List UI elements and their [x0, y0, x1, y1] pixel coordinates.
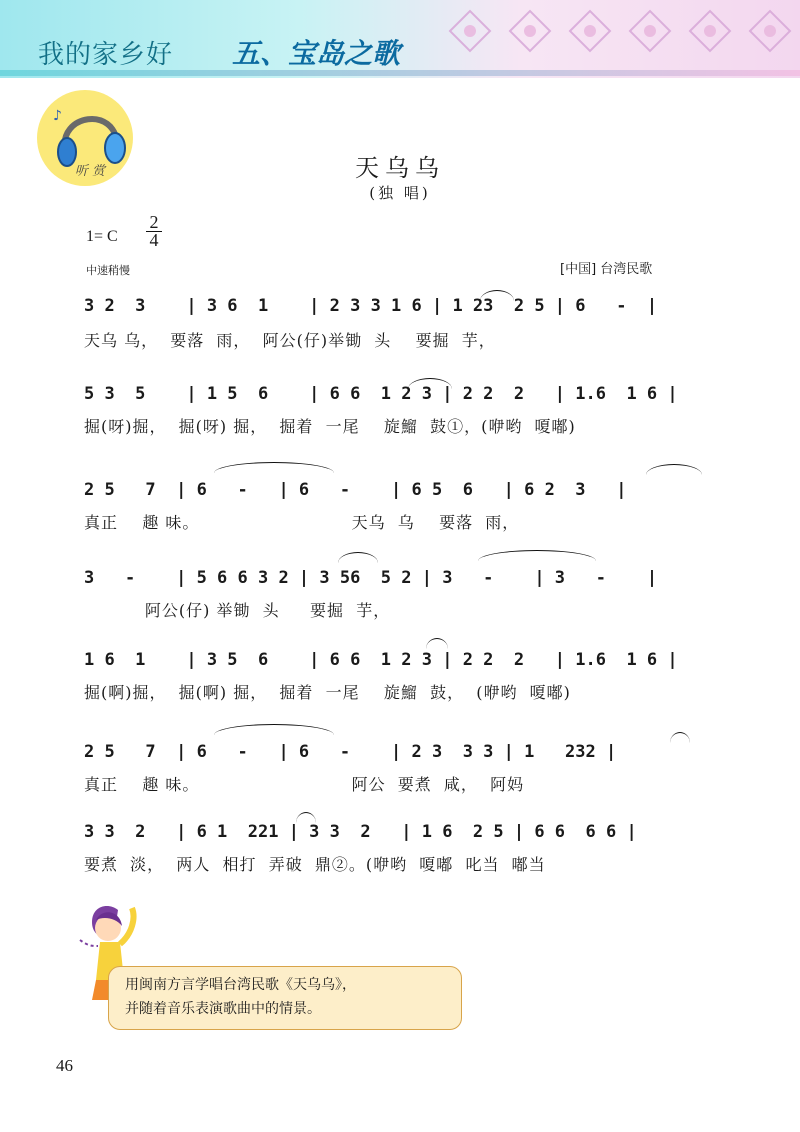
- svg-text:♪: ♪: [53, 108, 62, 124]
- slur: [214, 462, 334, 473]
- lyrics-row-2: 掘(呀)掘， 掘(呀) 掘， 掘着 一尾 旋鰡 鼓①，(咿哟 嗄嘟): [84, 417, 576, 436]
- slur: [338, 552, 378, 563]
- lyrics-row-3: 真正 趣 味。 天乌 乌 要落 雨，: [84, 513, 520, 532]
- lesson-title: 五、宝岛之歌: [232, 37, 401, 70]
- notes-row-7: 3 3 2 | 6 1 221 | 3 3 2 | 1 6 2 5 | 6 6 6 6 |: [84, 822, 637, 842]
- key-signature: 1= C: [86, 228, 118, 245]
- time-signature: [146, 214, 162, 249]
- slur: [480, 290, 514, 301]
- slur: [646, 464, 702, 475]
- lyrics-row-7: 要煮 淡， 两人 相打 弄破 鼎②。(咿哟 嗄嘟 叱当 嘟当: [84, 855, 546, 874]
- lyrics-row-5: 掘(啊)掘， 掘(啊) 掘， 掘着 一尾 旋鰡 鼓， (咿哟 嗄嘟): [84, 683, 571, 702]
- notes-row-1: 3 2 3 | 3 6 1 | 2 3 3 1 6 | 1 23 2 5 | 6 - |: [84, 296, 658, 316]
- tip-line-2: 并随着音乐表演歌曲中的情景。: [125, 1001, 321, 1017]
- tip-box: [108, 966, 462, 1030]
- badge-label: 听 赏: [74, 164, 106, 179]
- notes-row-2: 5 3 5 | 1 5 6 | 6 6 1 2 3 | 2 2 2 | 1.6 1 6 |: [84, 384, 678, 404]
- tip-line-1: 用闽南方言学唱台湾民歌《天乌乌》，: [125, 977, 356, 993]
- lyrics-row-4: 阿公(仔) 举锄 头 要掘 芋，: [84, 601, 391, 620]
- time-top: 2: [149, 212, 159, 232]
- song-title: 天乌乌: [355, 154, 445, 182]
- slur: [478, 550, 596, 561]
- header-pattern: [430, 0, 800, 62]
- notes-row-5: 1 6 1 | 3 5 6 | 6 6 1 2 3 | 2 2 2 | 1.6 1 6 |: [84, 650, 678, 670]
- notes-row-3: 2 5 7 | 6 - | 6 - | 6 5 6 | 6 2 3 |: [84, 480, 627, 500]
- slur: [214, 724, 334, 735]
- song-subtitle: (独 唱): [369, 184, 431, 202]
- lyrics-row-6: 真正 趣 味。 阿公 要煮 咸， 阿妈: [84, 775, 525, 794]
- tip-text: [125, 973, 455, 1021]
- slur: [426, 638, 448, 649]
- tempo-marking: 中速稍慢: [86, 264, 130, 277]
- unit-title: 我的家乡好: [38, 40, 174, 70]
- slur: [670, 732, 690, 743]
- notes-row-4: 3 - | 5 6 6 3 2 | 3 56 5 2 | 3 - | 3 - |: [84, 568, 658, 588]
- page-number: 46: [56, 1056, 73, 1075]
- slur: [296, 812, 316, 823]
- time-bottom: 4: [146, 231, 162, 249]
- lyrics-row-1: 天乌 乌， 要落 雨， 阿公(仔)举锄 头 要掘 芋，: [84, 331, 496, 350]
- slur: [408, 378, 452, 389]
- song-origin: [中国] 台湾民歌: [560, 262, 653, 277]
- notes-row-6: 2 5 7 | 6 - | 6 - | 2 3 3 3 | 1 232 |: [84, 742, 617, 762]
